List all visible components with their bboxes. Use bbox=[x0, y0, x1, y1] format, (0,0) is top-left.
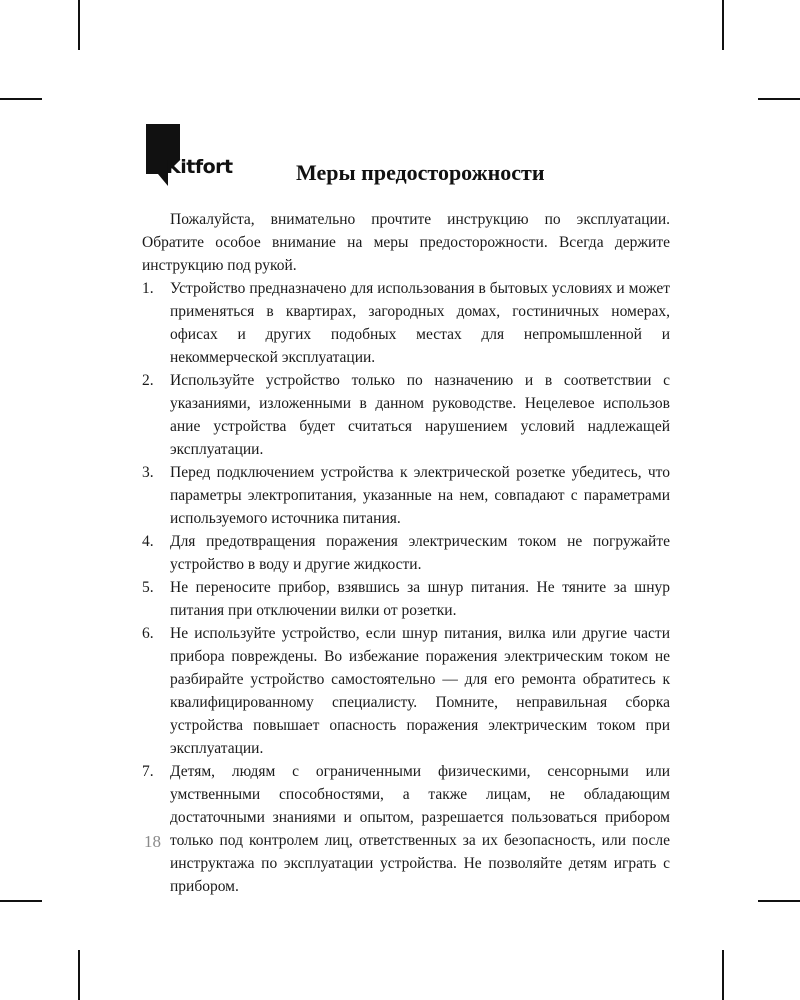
crop-mark-left-top bbox=[0, 98, 42, 100]
brand-logo-text: Kitfort bbox=[166, 156, 233, 178]
list-item-number: 4. bbox=[142, 533, 154, 550]
crop-mark-top-left bbox=[78, 0, 80, 50]
page-number: 18 bbox=[144, 832, 161, 851]
list-item-text: Детям, людям с ограниченными физическими, сенсорными или умственными способностями, а также лицам, не обладающим достаточными знаниями и опытом, разрешается пользоваться прибором только под контролем лиц, ответственных за их безопасность, или после инструктажа по эксплуатации устройства. Не позволяйте детям играть с прибором. bbox=[170, 763, 670, 895]
list-item-text: Используйте устройство только по назначению и в соответствии с указаниями, изложенными в данном руководстве. Нецелевое использов ание устройства будет считаться нарушением условий надлежащей эксплуатации. bbox=[170, 372, 670, 458]
crop-mark-top-right bbox=[722, 0, 724, 50]
precautions-list bbox=[142, 277, 670, 898]
crop-mark-right-top bbox=[758, 98, 800, 100]
list-item-number: 3. bbox=[142, 464, 154, 481]
list-item-text: Перед подключением устройства к электрической розетке убедитесь, что параметры электропитания, указанные на нем, совпадают с параметрами используемого источника питания. bbox=[170, 464, 670, 527]
list-item bbox=[142, 461, 670, 530]
intro-paragraph: Пожалуйста, внимательно прочтите инструкцию по эксплуатации. Обратите особое внимание на меры предосторожности. Всегда держите инструкцию под рукой. bbox=[142, 211, 670, 274]
list-item bbox=[142, 576, 670, 622]
crop-mark-bottom-left bbox=[78, 950, 80, 1000]
list-item-number: 7. bbox=[142, 763, 154, 780]
list-item bbox=[142, 369, 670, 461]
list-item bbox=[142, 622, 670, 760]
crop-mark-bottom-right bbox=[722, 950, 724, 1000]
crop-mark-left-bottom bbox=[0, 900, 42, 902]
list-item bbox=[142, 277, 670, 369]
list-item-text: Не используйте устройство, если шнур питания, вилка или другие части прибора повреждены. Во избежание поражения электрическим током не разбирайте устройство самостоятельно — для его ремонта обратитесь к квалифицированному специалисту. Помните, неправильная сборка устройства повышает опасность поражения электрическим током при эксплуатации. bbox=[170, 625, 670, 757]
crop-mark-right-bottom bbox=[758, 900, 800, 902]
brand-logo bbox=[146, 124, 246, 186]
list-item-number: 6. bbox=[142, 625, 154, 642]
list-item-number: 5. bbox=[142, 579, 154, 596]
safety-instructions bbox=[142, 208, 670, 898]
list-item-text: Не переносите прибор, взявшись за шнур питания. Не тяните за шнур питания при отключении вилки от розетки. bbox=[170, 579, 670, 619]
list-item bbox=[142, 760, 670, 898]
list-item-number: 1. bbox=[142, 280, 154, 297]
list-item-text: Для предотвращения поражения электрическим током не погружайте устройство в воду и другие жидкости. bbox=[170, 533, 670, 573]
list-item-number: 2. bbox=[142, 372, 154, 389]
page-title: Меры предосторожности bbox=[296, 160, 545, 185]
list-item bbox=[142, 530, 670, 576]
list-item-text: Устройство предназначено для использования в бытовых условиях и может применяться в квартирах, загородных домах, гостиничных номерах, офисах и других подобных местах для непромышленной и некоммерческой эксплуатации. bbox=[170, 280, 670, 366]
